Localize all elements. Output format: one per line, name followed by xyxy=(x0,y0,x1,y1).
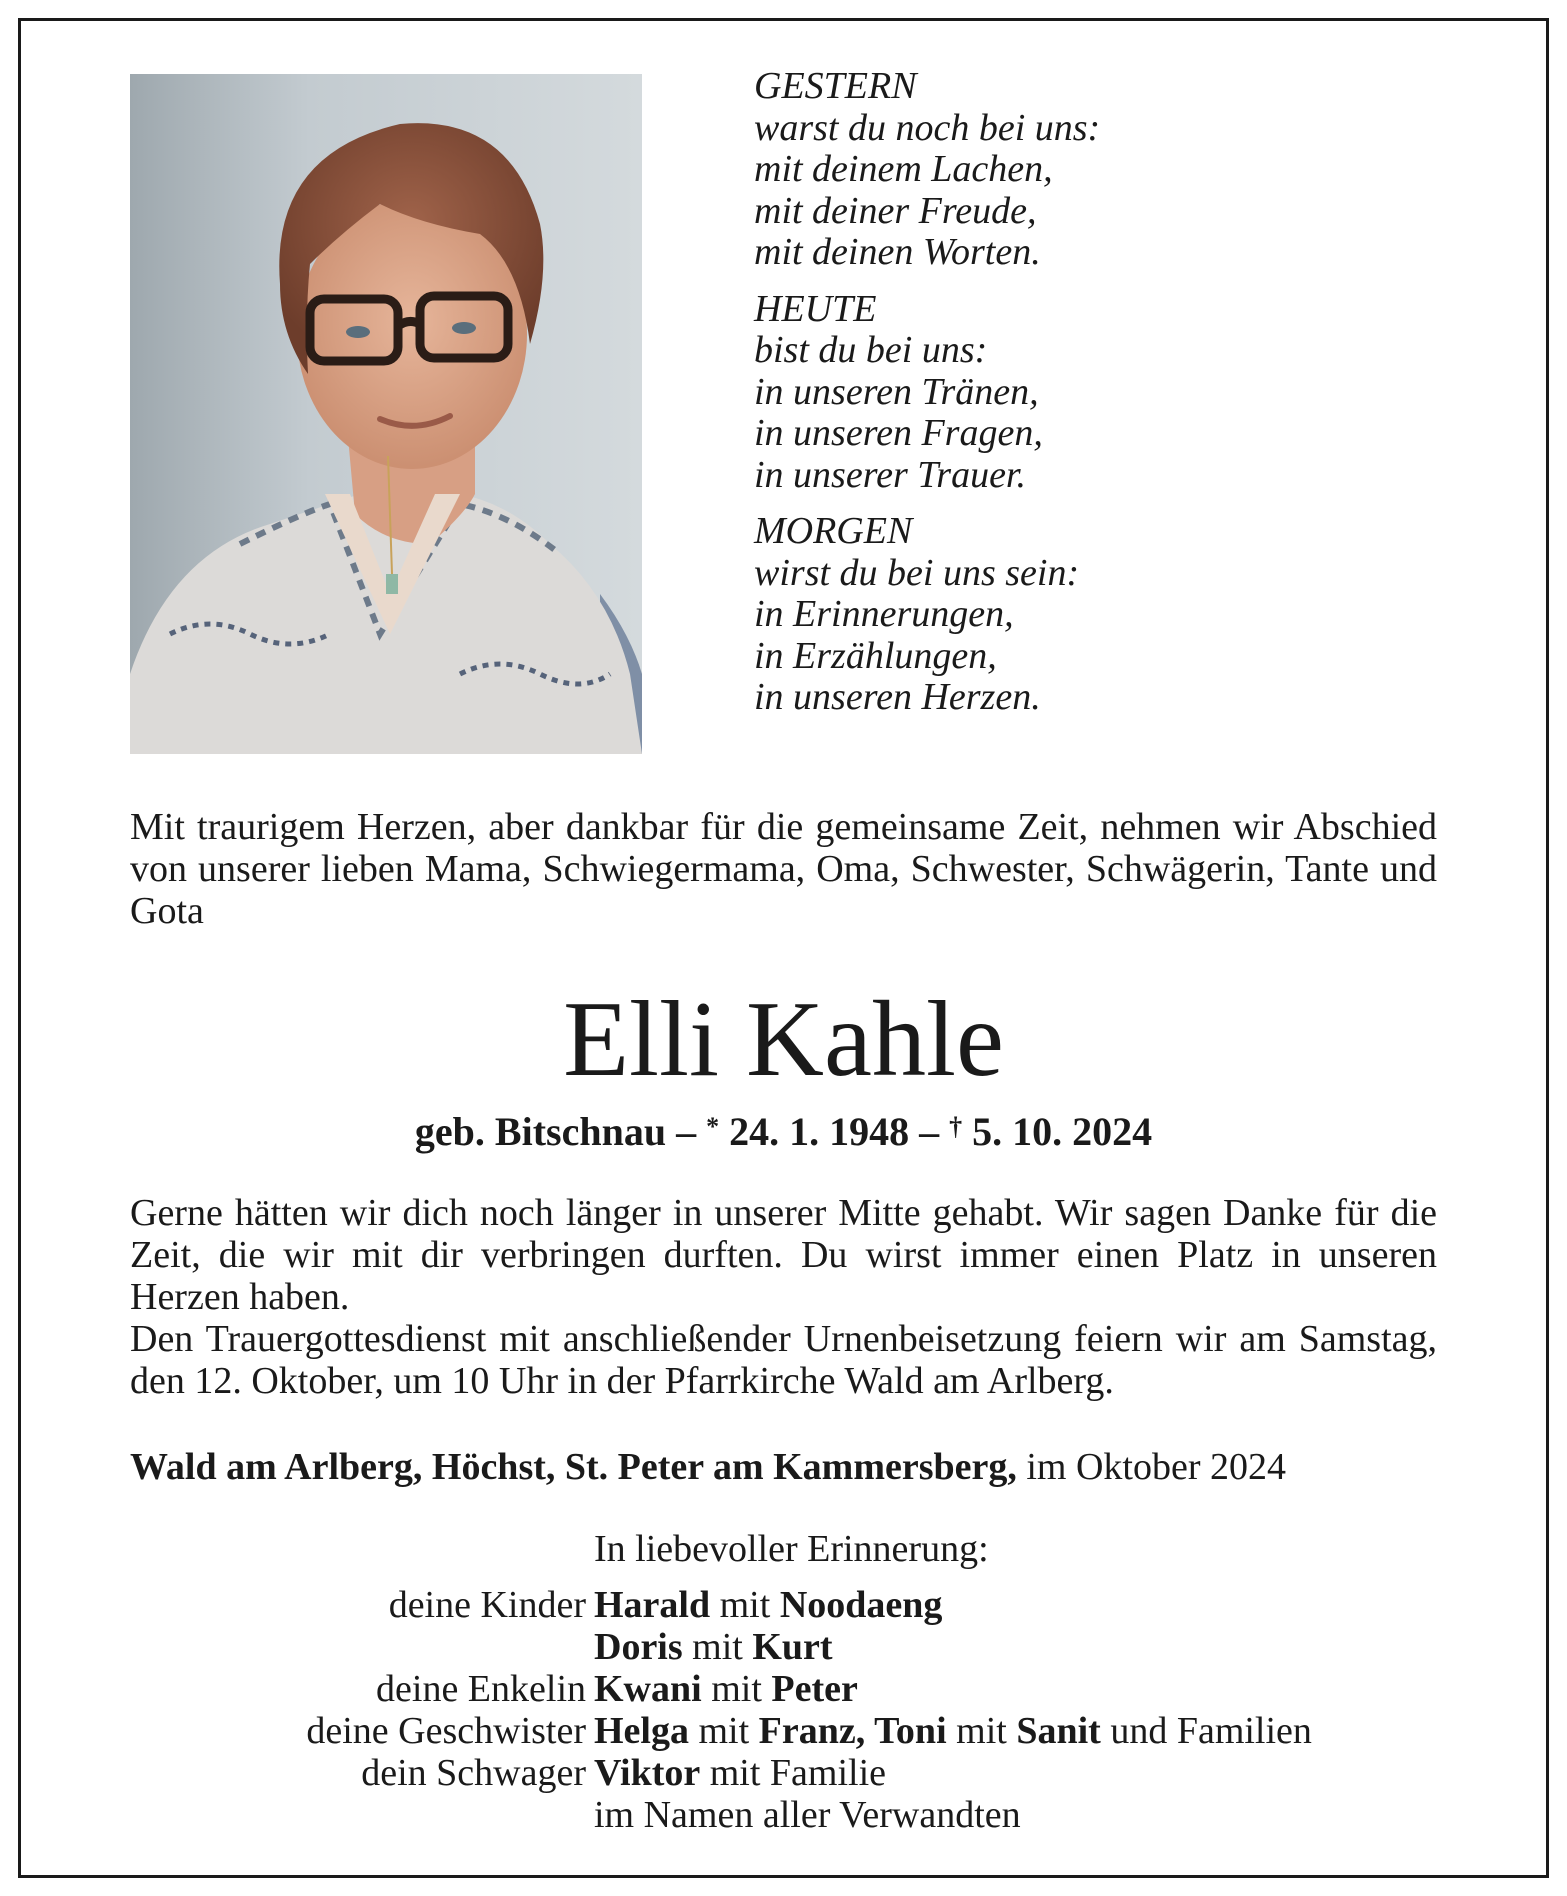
poem-line: bist du bei uns: xyxy=(754,329,988,371)
separator: , xyxy=(855,1710,875,1752)
places: Wald am Arlberg, Höchst, St. Peter am Kammersberg, xyxy=(130,1446,1017,1488)
relative-name: Helga xyxy=(594,1710,689,1752)
death-symbol: † xyxy=(949,1112,963,1141)
connector: mit xyxy=(688,1710,759,1752)
family-label: dein Schwager xyxy=(361,1752,586,1794)
poem-line: MORGEN xyxy=(754,510,913,552)
service-text: Den Trauergottesdienst mit anschließender Urnenbeisetzung feiern wir am Samstag, den 12. Oktober, um 10 Uhr in der Pfarrkirche Wald am Arlberg. xyxy=(130,1318,1437,1402)
connector: mit xyxy=(682,1626,753,1668)
poem-line: mit deinem Lachen, xyxy=(754,148,1053,190)
relative-name: Sanit xyxy=(1016,1710,1101,1752)
poem-line: in unseren Fragen, xyxy=(754,412,1043,454)
portrait-image xyxy=(130,74,642,754)
intro-text: Mit traurigem Herzen, aber dankbar für die gemeinsame Zeit, nehmen wir Abschied von unserer lieben Mama, Schwiegermama, Oma, Schwester, Schwägerin, Tante und Gota xyxy=(130,806,1437,932)
relative-name: Peter xyxy=(771,1668,858,1710)
family-label: deine Geschwister xyxy=(306,1710,586,1752)
poem-line: in unseren Herzen. xyxy=(754,676,1041,718)
memory-heading: In liebevoller Erinnerung: xyxy=(594,1528,989,1570)
family-names xyxy=(594,1584,942,1626)
relative-name: Toni xyxy=(874,1710,947,1752)
family-row-grandchildren xyxy=(0,1668,1567,1710)
place-date: im Oktober 2024 xyxy=(1016,1446,1286,1488)
deceased-name: Elli Kahle xyxy=(563,980,1004,1099)
family-names xyxy=(594,1668,858,1710)
poem-line: warst du noch bei uns: xyxy=(754,106,1101,149)
family-row-children-2 xyxy=(0,1626,1567,1668)
poem-stanza-heute xyxy=(754,289,1454,497)
poem-line: HEUTE xyxy=(754,287,877,330)
relative-name: Franz xyxy=(758,1710,856,1752)
poem-line: in unseren Tränen, xyxy=(754,370,1039,413)
connector: und Familien xyxy=(1100,1710,1312,1752)
poem-line: GESTERN xyxy=(754,65,917,107)
birth-name: geb. Bitschnau xyxy=(414,1109,667,1154)
relative-name: Noodaeng xyxy=(779,1584,943,1626)
place-date-line xyxy=(130,1446,1437,1488)
connector: mit Familie xyxy=(700,1752,887,1794)
relative-name: Kwani xyxy=(594,1668,702,1710)
poem-line: wirst du bei uns sein: xyxy=(754,551,1080,594)
family-row-brother-in-law xyxy=(0,1752,1567,1794)
poem-line: in Erinnerungen, xyxy=(754,593,1014,635)
family-list xyxy=(0,1584,1567,1836)
family-label: deine Kinder xyxy=(388,1584,586,1626)
poem-stanza-morgen xyxy=(754,511,1454,719)
birth-symbol: * xyxy=(706,1112,720,1141)
life-dates xyxy=(0,1109,1567,1160)
relative-name: Doris xyxy=(594,1626,683,1668)
connector: mit xyxy=(701,1668,772,1710)
family-names xyxy=(594,1626,833,1668)
poem-line: in unserer Trauer. xyxy=(754,453,1027,496)
family-names xyxy=(594,1710,1312,1752)
dash: – xyxy=(666,1109,707,1154)
family-label: deine Enkelin xyxy=(376,1668,586,1710)
poem-line: in Erzählungen, xyxy=(754,634,997,677)
family-row-relatives xyxy=(0,1794,1567,1836)
dash: – xyxy=(909,1109,950,1154)
connector: mit xyxy=(710,1584,780,1626)
farewell-text: Gerne hätten wir dich noch länger in unserer Mitte gehabt. Wir sagen Danke für die Zeit, die wir mit dir verbringen durften. Du wirst immer einen Platz in unseren Herzen haben. xyxy=(130,1192,1437,1318)
birth-date: 24. 1. 1948 xyxy=(719,1109,910,1154)
connector: mit xyxy=(946,1710,1017,1752)
poem-line: mit deinen Worten. xyxy=(754,231,1041,273)
poem xyxy=(754,66,1454,734)
poem-line: mit deiner Freude, xyxy=(754,189,1037,232)
death-date: 5. 10. 2024 xyxy=(962,1109,1153,1154)
family-row-children xyxy=(0,1584,1567,1626)
relative-name: Viktor xyxy=(594,1752,701,1794)
relative-name: Harald xyxy=(594,1584,711,1626)
relative-name: Kurt xyxy=(752,1626,833,1668)
family-names xyxy=(594,1752,886,1794)
poem-stanza-gestern xyxy=(754,66,1454,274)
portrait-photo xyxy=(130,74,642,754)
family-row-siblings xyxy=(0,1710,1567,1752)
relatives-line: im Namen aller Verwandten xyxy=(594,1794,1021,1836)
